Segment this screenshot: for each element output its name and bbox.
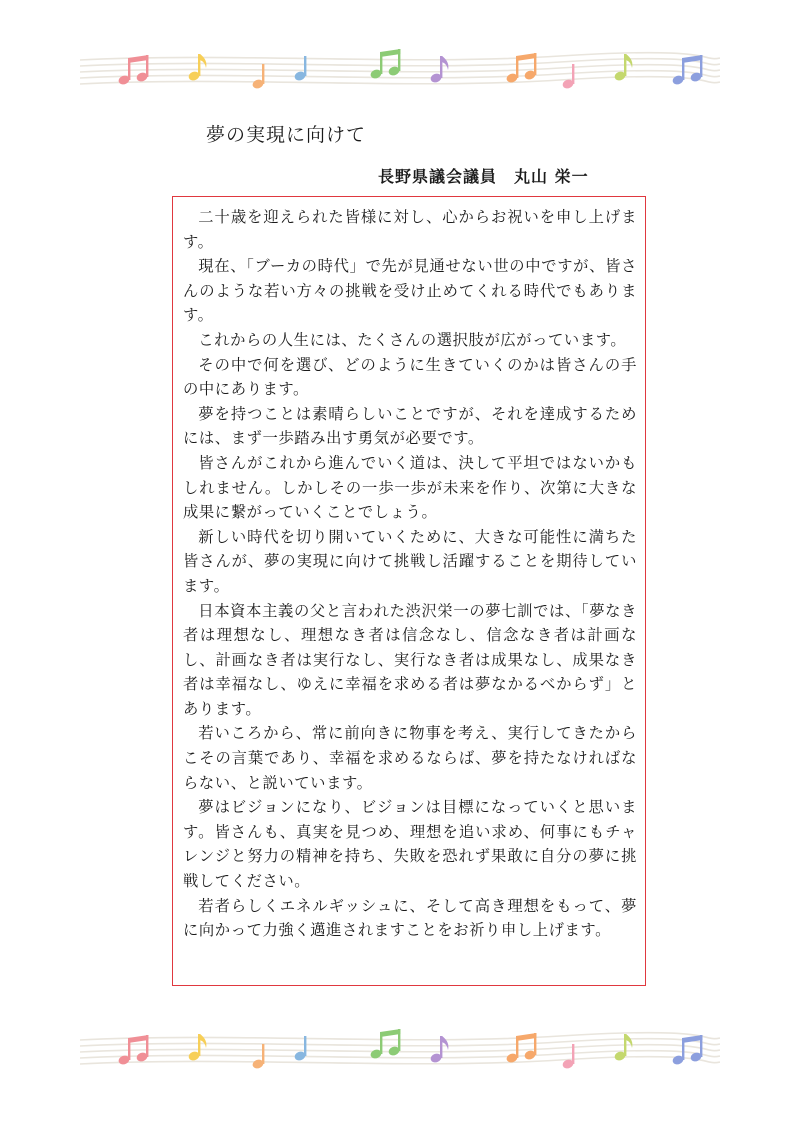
paragraph: その中で何を選び、どのように生きていくのかは皆さんの手の中にあります。: [183, 355, 637, 399]
message-box: [172, 196, 646, 986]
music-note-icon: [369, 1029, 400, 1060]
paragraph: 現在、「ブーカの時代」で先が見通せない世の中ですが、皆さんのような若い方々の挑戦を受け止めてくれる時代でもあります。: [183, 257, 637, 325]
music-notes-staff-icon: [80, 44, 720, 98]
music-note-icon: [369, 49, 400, 80]
music-notes-staff-icon: [80, 1024, 720, 1078]
music-note-icon: [293, 56, 306, 82]
paragraph: 若者らしくエネルギッシュに、そして高き理想をもって、夢に向かって力強く邁進されますことをお祈り申し上げます。: [183, 896, 637, 940]
paragraph: 皆さんがこれから進んでいく道は、決して平坦ではないかもしれません。しかしその一歩一歩が未来を作り、次第に大きな成果に繋がっていくことでしょう。: [183, 453, 637, 522]
paragraph: 夢はビジョンになり、ビジョンは目標になっていくと思います。皆さんも、真実を見つめ、理想を追い求め、何事にもチャレンジと努力の精神を持ち、失敗を恐れず果敢に自分の夢に挑戦してください。: [183, 798, 637, 891]
paragraph: 新しい時代を切り開いていくために、大きな可能性に満ちた皆さんが、夢の実現に向けて挑戦し活躍することを期待しています。: [183, 527, 637, 595]
paragraph: 若いころから、常に前向きに物事を考え、実行してきたからこその言葉であり、幸福を求めるならば、夢を持たなければならない、と説いています。: [183, 724, 637, 792]
music-note-icon: [251, 64, 264, 90]
paragraph: 日本資本主義の父と言われた渋沢栄一の夢七訓では、「夢なき者は理想なし、理想なき者は信念なし、信念なき者は計画なし、計画なき者は実行なし、実行なき者は成果なし、成果なき者は幸福なし、ゆえに幸福を求める者は夢なかるべからず」とあります。: [183, 601, 637, 718]
music-note-icon: [251, 1044, 264, 1070]
music-note-icon: [293, 1036, 306, 1062]
paragraph: 夢を持つことは素晴らしいことですが、それを達成するためには、まず一歩踏み出す勇気が必要です。: [183, 404, 637, 448]
paragraph: 二十歳を迎えられた皆様に対し、心からお祝いを申し上げます。: [183, 208, 637, 251]
author-name: 長野県議会議員 丸山 栄一: [378, 167, 589, 186]
paragraph: これからの人生には、たくさんの選択肢が広がっています。: [198, 330, 627, 349]
page-title: 夢の実現に向けて: [206, 124, 367, 146]
